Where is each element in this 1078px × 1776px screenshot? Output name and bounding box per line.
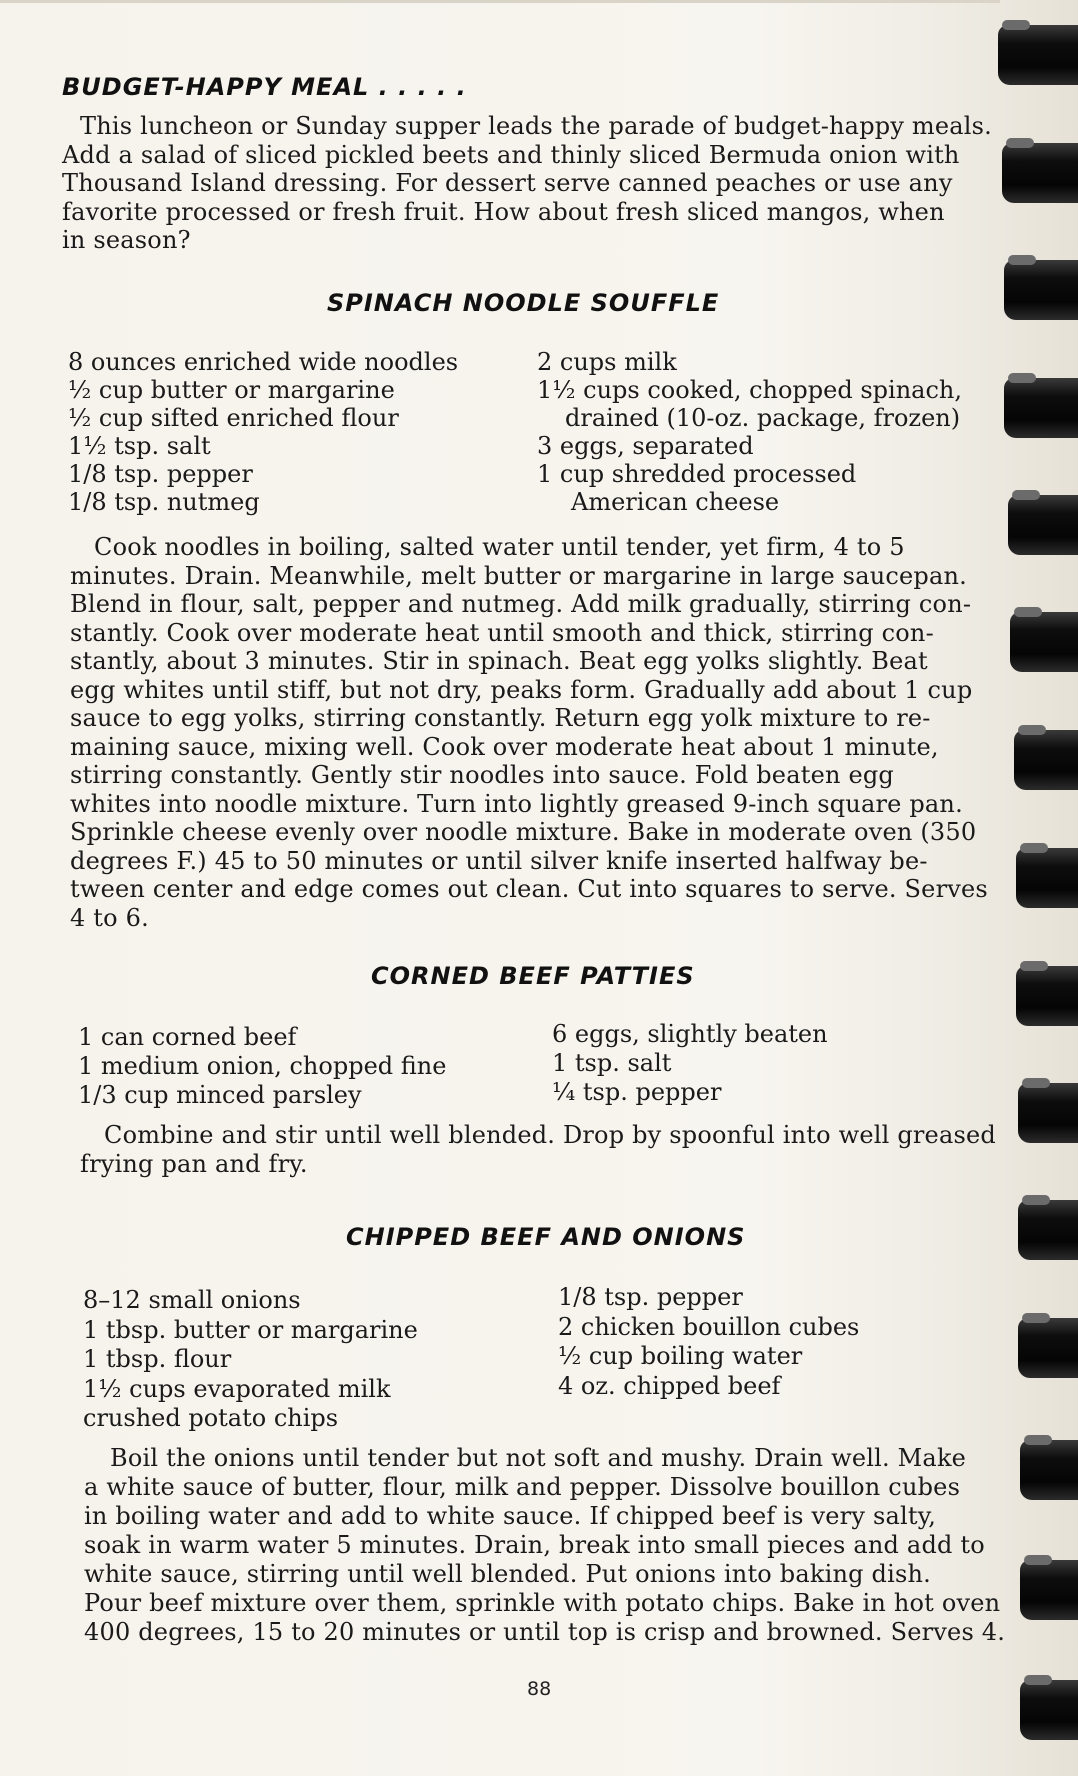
direction-line: egg whites until stiff, but not dry, peaks form. Gradually add about 1 cup: [70, 675, 973, 704]
intro-line: favorite processed or fresh fruit. How about fresh sliced mangos, when: [62, 197, 945, 226]
ingredient: 2 chicken bouillon cubes: [558, 1312, 860, 1341]
page-number: 88: [527, 1678, 552, 1700]
ingredient: American cheese: [571, 488, 780, 516]
direction-line: white sauce, stirring until well blended. Put onions into baking dish.: [84, 1560, 931, 1588]
binding-ring: [1004, 260, 1078, 320]
ingredient: 2 cups milk: [537, 348, 677, 376]
binding-ring: [1008, 495, 1078, 555]
direction-line: frying pan and fry.: [80, 1149, 308, 1178]
ingredient: 1½ cups cooked, chopped spinach,: [537, 376, 962, 404]
ingredient: 1 tsp. salt: [552, 1049, 672, 1077]
intro-line: This luncheon or Sunday supper leads the parade of budget-happy meals.: [80, 112, 992, 140]
direction-line: soak in warm water 5 minutes. Drain, break into small pieces and add to: [84, 1531, 985, 1559]
direction-line: tween center and edge comes out clean. Cut into squares to serve. Serves: [70, 875, 988, 903]
ingredients-right: [558, 1283, 859, 1401]
ingredient: drained (10-oz. package, frozen): [565, 404, 961, 432]
direction-line: 400 degrees, 15 to 20 minutes or until top is crisp and browned. Serves 4.: [84, 1618, 1006, 1646]
binding-ring: [1020, 1560, 1078, 1620]
intro-line: Add a salad of sliced pickled beets and thinly sliced Bermuda onion with: [62, 140, 960, 169]
ingredient: 1½ tsp. salt: [68, 432, 211, 460]
ingredient: 1/8 tsp. pepper: [68, 460, 253, 488]
ingredient: 1/3 cup minced parsley: [78, 1081, 362, 1109]
recipe-title: CHIPPED BEEF AND ONIONS: [346, 1223, 746, 1251]
direction-line: stantly. Cook over moderate heat until smooth and thick, stirring con-: [70, 618, 934, 647]
binding-ring: [998, 25, 1078, 85]
ingredient: 1½ cups evaporated milk: [83, 1374, 391, 1403]
recipe-title: SPINACH NOODLE SOUFFLE: [327, 289, 720, 317]
direction-line: stantly, about 3 minutes. Stir in spinach. Beat egg yolks slightly. Beat: [70, 647, 928, 675]
direction-line: maining sauce, mixing well. Cook over moderate heat about 1 minute,: [70, 732, 939, 761]
direction-line: Blend in flour, salt, pepper and nutmeg. Add milk gradually, stirring con-: [70, 590, 972, 618]
ingredient: 1 tbsp. flour: [83, 1345, 232, 1373]
recipe-directions: [84, 1444, 1006, 1647]
intro-line: in season?: [62, 226, 191, 254]
ingredient: ½ cup butter or margarine: [68, 376, 395, 404]
direction-line: whites into noodle mixture. Turn into lightly greased 9-inch square pan.: [70, 789, 963, 818]
direction-line: stirring constantly. Gently stir noodles into sauce. Fold beaten egg: [70, 761, 894, 789]
direction-line: minutes. Drain. Meanwhile, melt butter or margarine in large saucepan.: [70, 561, 967, 590]
ingredients-left: [78, 1023, 446, 1110]
direction-line: Sprinkle cheese evenly over noodle mixture. Bake in moderate oven (350: [70, 818, 977, 846]
ingredients-left: [83, 1286, 418, 1434]
intro-paragraph: [62, 112, 992, 255]
recipe-title: CORNED BEEF PATTIES: [371, 962, 695, 990]
binding-ring: [1014, 730, 1078, 790]
binding-ring: [1018, 1083, 1078, 1143]
binding-ring: [1018, 1200, 1078, 1260]
ingredient: 1/8 tsp. pepper: [558, 1283, 743, 1311]
ingredient: ½ cup sifted enriched flour: [68, 404, 399, 432]
direction-line: sauce to egg yolks, stirring constantly. Return egg yolk mixture to re-: [70, 704, 931, 732]
direction-line: Cook noodles in boiling, salted water until tender, yet firm, 4 to 5: [94, 533, 905, 561]
ingredient: 1 medium onion, chopped fine: [78, 1052, 447, 1080]
ingredient: ¼ tsp. pepper: [552, 1078, 722, 1106]
ingredients-left: [68, 348, 458, 516]
binding-ring: [1020, 1440, 1078, 1500]
ingredient: 4 oz. chipped beef: [558, 1371, 781, 1400]
binding-ring: [1004, 378, 1078, 438]
ingredients-right: [537, 348, 962, 516]
direction-line: 4 to 6.: [70, 903, 149, 932]
direction-line: Pour beef mixture over them, sprinkle with potato chips. Bake in hot oven: [84, 1589, 1001, 1617]
binding-ring: [1016, 966, 1078, 1026]
spiral-binding: [990, 0, 1078, 1776]
ingredient: 1 tbsp. butter or margarine: [83, 1315, 418, 1344]
recipe-directions: [80, 1121, 996, 1178]
ingredient: 1/8 tsp. nutmeg: [68, 488, 260, 516]
ingredient: ½ cup boiling water: [558, 1342, 803, 1370]
binding-ring: [1018, 1318, 1078, 1378]
ingredient: 3 eggs, separated: [537, 432, 754, 460]
ingredient: 8–12 small onions: [83, 1286, 301, 1314]
recipe-directions: [70, 533, 988, 932]
direction-line: Combine and stir until well blended. Drop by spoonful into well greased: [104, 1121, 996, 1149]
ingredient: 1 can corned beef: [78, 1023, 297, 1051]
intro-heading: BUDGET-HAPPY MEAL . . . . .: [62, 73, 467, 101]
ingredient: 1 cup shredded processed: [537, 460, 857, 488]
binding-ring: [1010, 612, 1078, 672]
intro-line: Thousand Island dressing. For dessert serve canned peaches or use any: [62, 169, 953, 197]
ingredient: crushed potato chips: [83, 1404, 339, 1432]
direction-line: degrees F.) 45 to 50 minutes or until silver knife inserted halfway be-: [70, 846, 928, 875]
direction-line: a white sauce of butter, flour, milk and pepper. Dissolve bouillon cubes: [84, 1473, 961, 1501]
binding-ring: [1016, 848, 1078, 908]
direction-line: in boiling water and add to white sauce. If chipped beef is very salty,: [84, 1502, 937, 1530]
ingredient: 6 eggs, slightly beaten: [552, 1020, 828, 1048]
ingredient: 8 ounces enriched wide noodles: [68, 348, 459, 376]
ingredients-right: [552, 1020, 828, 1107]
binding-ring: [1020, 1680, 1078, 1740]
direction-line: Boil the onions until tender but not soft and mushy. Drain well. Make: [110, 1444, 967, 1472]
binding-ring: [1002, 143, 1078, 203]
